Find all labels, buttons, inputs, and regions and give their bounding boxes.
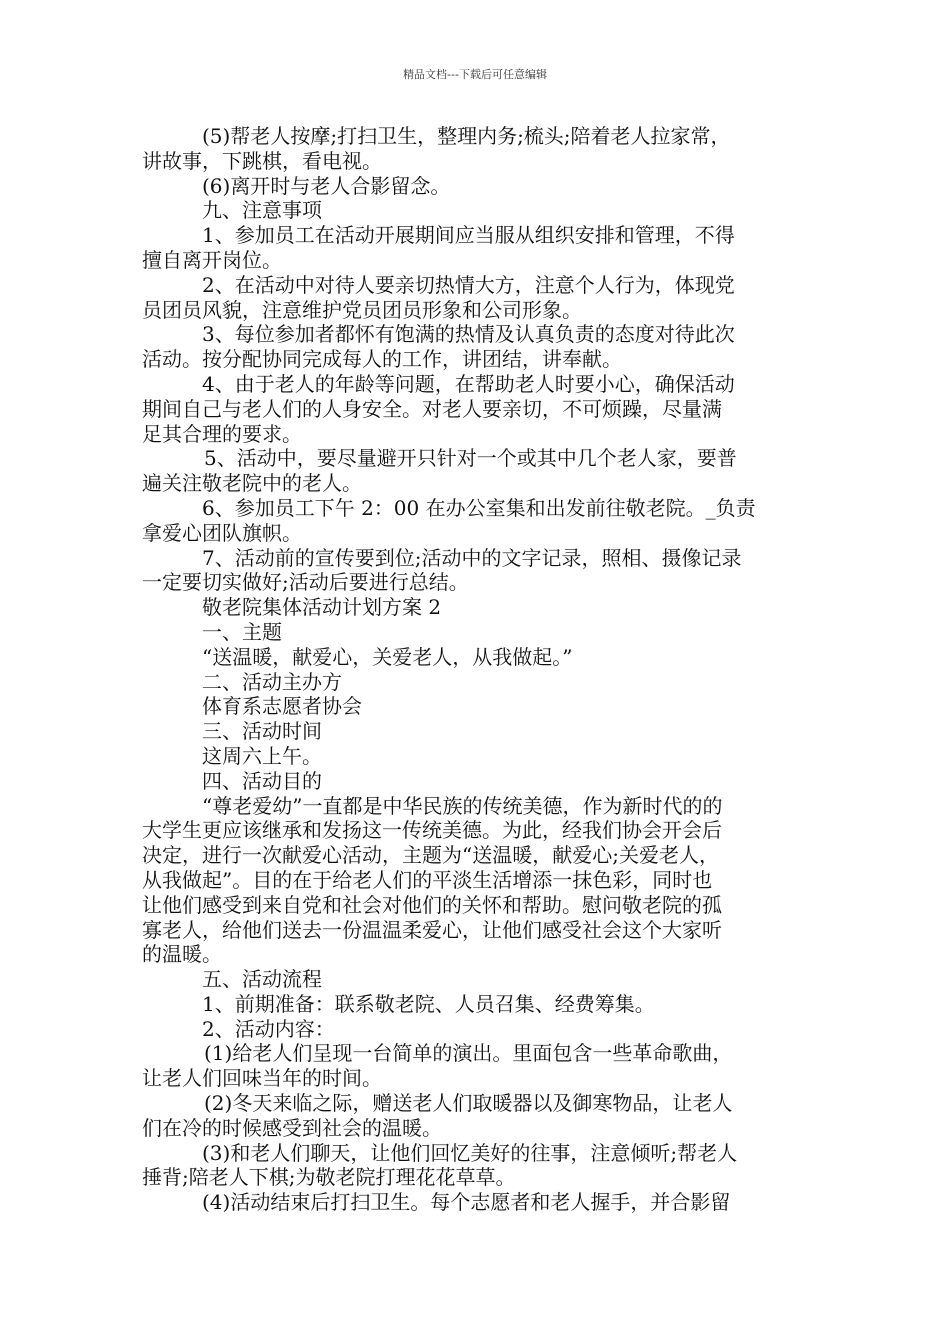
paragraph-line: 从我做起”。目的在于给老人们的平淡生活增添一抹色彩，同时也: [142, 867, 713, 892]
paragraph-line: 2、活动内容：: [202, 1016, 335, 1041]
paragraph-line: 5、活动中，要尽量避开只针对一个或其中几个老人家，要普: [204, 446, 737, 471]
paragraph-line: 让他们感受到来自党和社会对他们的关怀和帮助。慰问敬老院的孤: [142, 892, 722, 917]
section-heading: 二、活动主办方: [202, 669, 342, 694]
paragraph-line: 4、由于老人的年龄等问题，在帮助老人时要小心，确保活动: [202, 371, 735, 396]
paragraph-line: 6、参加员工下午 2：00 在办公室集和出发前往敬老院。_负责: [202, 495, 756, 520]
section-heading: 九、注意事项: [202, 198, 322, 223]
paragraph-line: (1)给老人们呈现一台简单的演出。里面包含一些革命歌曲，: [204, 1041, 733, 1066]
page-header: 精品文档---下载后可任意编辑: [403, 68, 547, 81]
paragraph-line: 1、前期准备：联系敬老院、人员召集、经费筹集。: [202, 991, 655, 1016]
section-heading: 三、活动时间: [202, 719, 322, 744]
paragraph-line: (5)帮老人按摩;打扫卫生，整理内务;梳头;陪着老人拉家常，: [202, 124, 731, 148]
paragraph-line: 擅自离开岗位。: [142, 247, 282, 272]
section-heading: 四、活动目的: [202, 768, 322, 793]
document-title: 敬老院集体活动计划方案 2: [202, 595, 442, 620]
paragraph-line: (6)离开时与老人合影留念。: [202, 173, 451, 198]
paragraph-line: 的温暖。: [142, 942, 222, 967]
paragraph-line: “送温暖，献爱心，关爱老人，从我做起。”: [202, 644, 573, 669]
paragraph-line: 让老人们回味当年的时间。: [142, 1066, 382, 1091]
paragraph-line: 寡老人，给他们送去一份温温柔爱心，让他们感受社会这个大家听: [142, 917, 722, 942]
document-body: [142, 124, 812, 1215]
paragraph-line: 2、在活动中对待人要亲切热情大方，注意个人行为，体现党: [202, 272, 735, 297]
paragraph-line: 们在冷的时候感受到社会的温暖。: [142, 1115, 442, 1140]
paragraph-line: “尊老爱幼”一直都是中华民族的传统美德，作为新时代的的: [202, 793, 723, 818]
paragraph-line: 决定，进行一次献爱心活动，主题为“送温暖，献爱心;关爱老人，: [142, 843, 719, 868]
section-heading: 五、活动流程: [202, 967, 322, 992]
section-heading: 一、主题: [202, 619, 282, 644]
paragraph-line: 7、活动前的宣传要到位;活动中的文字记录，照相、摄像记录: [202, 545, 742, 570]
paragraph-line: 期间自己与老人们的人身安全。对老人要亲切，不可烦躁，尽量满: [142, 396, 722, 421]
paragraph-line: (3)和老人们聊天，让他们回忆美好的往事，注意倾听;帮老人: [202, 1140, 738, 1165]
paragraph-line: (2)冬天来临之际，赠送老人们取暖器以及御寒物品，让老人: [204, 1091, 733, 1116]
paragraph-line: 遍关注敬老院中的老人。: [142, 471, 362, 496]
paragraph-line: 拿爱心团队旗帜。: [142, 520, 302, 545]
paragraph-line: 活动。按分配协同完成每人的工作，讲团结，讲奉献。: [142, 347, 622, 372]
paragraph-line: 员团员风貌，注意维护党员团员形象和公司形象。: [142, 297, 582, 322]
paragraph-line: 大学生更应该继承和发扬这一传统美德。为此，经我们协会开会后: [142, 818, 722, 843]
paragraph-line: (4)活动结束后打扫卫生。每个志愿者和老人握手，并合影留: [202, 1190, 731, 1215]
paragraph-line: 一定要切实做好;活动后要进行总结。: [142, 570, 469, 595]
paragraph-line: 3、每位参加者都怀有饱满的热情及认真负责的态度对待此次: [202, 322, 735, 347]
paragraph-line: 1、参加员工在活动开展期间应当服从组织安排和管理，不得: [202, 223, 735, 248]
paragraph-line: 捶背;陪老人下棋;为敬老院打理花花草草。: [142, 1165, 516, 1190]
paragraph-line: 讲故事，下跳棋，看电视。: [142, 148, 382, 173]
paragraph-line: 体育系志愿者协会: [202, 694, 362, 719]
paragraph-line: 这周六上午。: [202, 743, 322, 768]
paragraph-line: 足其合理的要求。: [142, 421, 302, 446]
